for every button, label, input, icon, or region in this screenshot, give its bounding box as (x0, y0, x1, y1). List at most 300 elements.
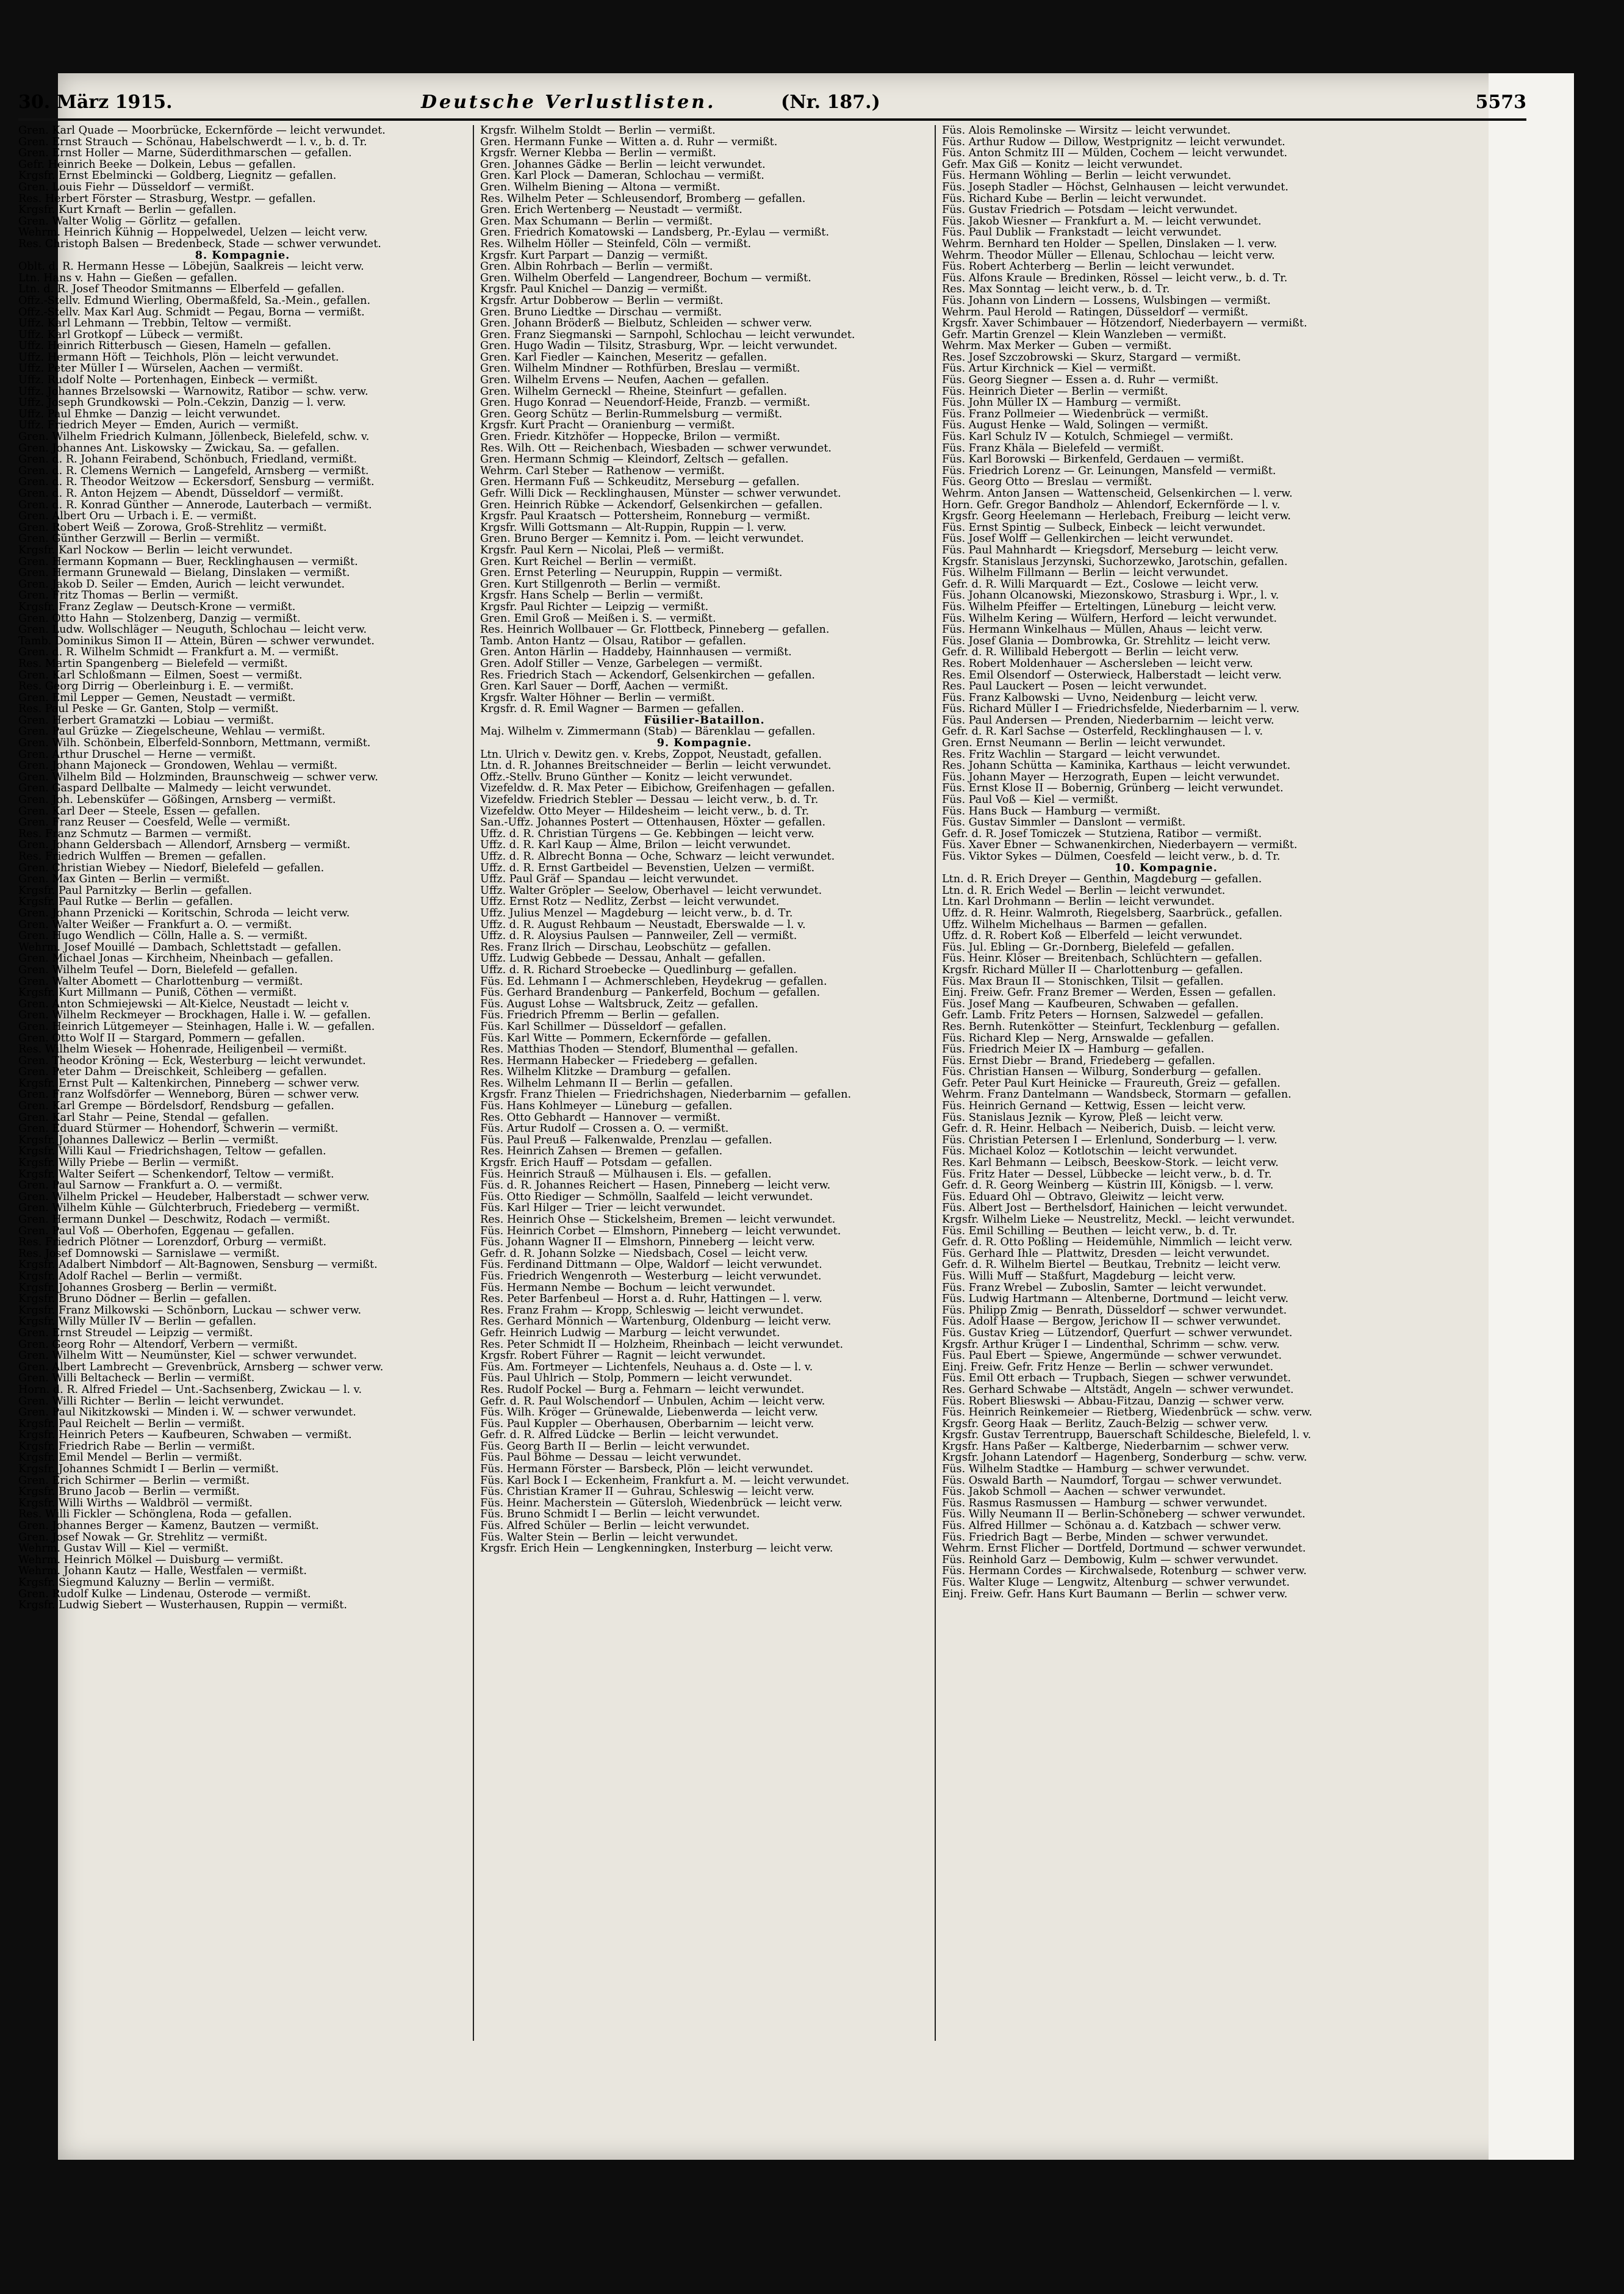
casualty-entry: Füs. Paul Böhme — Dessau — leicht verwundet. (480, 1451, 742, 1464)
casualty-entry: Füs. Artur Rudolf — Crossen a. O. — vermißt. (480, 1123, 729, 1135)
casualty-entry: Füs. Paul Dublik — Frankstadt — leicht verwundet. (942, 226, 1222, 239)
casualty-entry: Gren. Erich Schirmer — Berlin — vermißt. (18, 1474, 250, 1487)
casualty-entry: Ltn. d. R. Josef Theodor Smitmanns — Elberfeld — gefallen. (18, 283, 345, 296)
casualty-entry: Krgsfr. Gustav Terrentrupp, Bauerschaft Schildesche, Bielefeld, l. v. (942, 1429, 1312, 1442)
casualty-entry: Füs. Richard Klep — Nerg, Arnswalde — gefallen. (942, 1032, 1214, 1045)
casualty-entry: Ltn. d. R. Johannes Breitschneider — Berlin — leicht verwundet. (480, 760, 832, 772)
casualty-entry: Offz.-Stellv. Edmund Wierling, Obermaßfeld, Sa.-Mein., gefallen. (18, 294, 371, 307)
casualty-entry: Krgsfr. Kurt Krnaft — Berlin — gefallen. (18, 204, 237, 217)
casualty-entry: Gren. Theodor Kröning — Eck, Westerburg — leicht verwundet. (18, 1054, 366, 1067)
casualty-entry: Füs. Karl Borowski — Birkenfeld, Gerdauen — vermißt. (942, 453, 1245, 466)
casualty-entry: Wehrm. Ernst Flicher — Dortfeld, Dortmund — schwer verwundet. (942, 1542, 1306, 1555)
casualty-entry: Krgsfr. Arthur Krüger I — Lindenthal, Schrimm — schw. verw. (942, 1338, 1280, 1351)
casualty-entry: Gren. Arthur Druschel — Herne — vermißt. (18, 748, 256, 761)
casualty-entry: Gren. Walter Weißer — Frankfurt a. O. — vermißt. (18, 918, 292, 931)
casualty-entry: Krgsfr. Johannes Grosberg — Berlin — vermißt. (18, 1281, 277, 1294)
casualty-entry: Uffz. Johannes Brzelsowski — Warnowitz, Ratibor — schw. verw. (18, 385, 368, 398)
casualty-entry: Füs. Heinrich Gernand — Kettwig, Essen — leicht verw. (942, 1100, 1246, 1113)
casualty-entry: Füs. Johann Wagner II — Elmshorn, Pinneberg — leicht verw. (480, 1236, 815, 1249)
casualty-entry: Krgsfr. Wilhelm Lieke — Neustrelitz, Meckl. — leicht verwundet. (942, 1214, 1295, 1226)
casualty-entry: Füs. Emil Ott erbach — Trupbach, Siegen — schwer verwundet. (942, 1372, 1292, 1385)
casualty-entry: Wehrm. Carl Steber — Rathenow — vermißt. (480, 464, 725, 477)
casualty-entry: Füs. John Müller IX — Hamburg — vermißt. (942, 397, 1181, 409)
casualty-entry: Füs. Walter Stein — Berlin — leicht verwundet. (480, 1531, 738, 1544)
casualty-entry: Krgsfr. Werner Klebba — Berlin — vermißt. (480, 147, 716, 160)
casualty-entry: Wehrm. Paul Herold — Ratingen, Düsseldorf — vermißt. (942, 306, 1249, 318)
page-header (18, 92, 1526, 116)
casualty-entry: Füs. Ludwig Hartmann — Altenberne, Dortmund — leicht verw. (942, 1293, 1289, 1306)
casualty-entry: Uffz. Ludwig Gebbede — Dessau, Anhalt — gefallen. (480, 952, 766, 965)
casualty-entry: Füs. Jakob Schmoll — Aachen — schwer verwundet. (942, 1486, 1226, 1498)
casualty-entry: Gren. Erich Wertenberg — Neustadt — vermißt. (480, 204, 742, 217)
casualty-entry: Füs. Karl Witte — Pommern, Eckernförde — gefallen. (480, 1032, 771, 1045)
casualty-entry: Krgsfr. Willi Wirths — Waldbröl — vermißt. (18, 1497, 253, 1509)
casualty-entry: Gren. Wilhelm Kühle — Gülchterbruch, Friedeberg — vermißt. (18, 1202, 360, 1215)
casualty-entry: Füs. Oswald Barth — Naumdorf, Torgau — schwer verwundet. (942, 1474, 1282, 1487)
casualty-entry: Gren. Rudolf Kulke — Lindenau, Osterode — vermißt. (18, 1587, 311, 1600)
casualty-entry: Res. Herbert Förster — Strasburg, Westpr. — gefallen. (18, 192, 316, 205)
casualty-entry: Gren. Franz Reuser — Coesfeld, Welle — vermißt. (18, 816, 290, 829)
column-divider-2 (935, 125, 936, 2041)
casualty-entry: Krgsfr. Emil Mendel — Berlin — vermißt. (18, 1451, 242, 1464)
casualty-entry: Res. Fritz Wachlin — Stargard — leicht verwundet. (942, 748, 1221, 761)
casualty-entry: Krgsfr. Bruno Dödner — Berlin — gefallen. (18, 1293, 251, 1306)
casualty-entry: Gren. Peter Dahm — Dreischkeit, Schleiberg — gefallen. (18, 1066, 327, 1079)
casualty-entry: Gren. Wilhelm Bild — Holzminden, Braunschweig — schwer verw. (18, 771, 378, 783)
casualty-entry: Uffz. Hermann Höft — Teichhols, Plön — leicht verwundet. (18, 351, 339, 364)
casualty-entry: Füs. Willy Neumann II — Berlin-Schöneberg — schwer verwundet. (942, 1508, 1306, 1521)
casualty-entry: Gren. d. R. Clemens Wernich — Langefeld, Arnsberg — vermißt. (18, 464, 369, 477)
casualty-entry: Füs. Heinr. Macherstein — Gütersloh, Wiedenbrück — leicht verw. (480, 1497, 843, 1509)
casualty-entry: Einj. Freiw. Gefr. Hans Kurt Baumann — Berlin — schwer verw. (942, 1587, 1288, 1600)
casualty-entry: Füs. Robert Achterberg — Berlin — leicht verwundet. (942, 261, 1235, 273)
casualty-entry: Füs. Franz Kalbowski — Uvno, Neidenburg — leicht verw. (942, 691, 1258, 704)
text-column-1 (18, 125, 467, 2041)
casualty-entry: Gren. Paul Grüzke — Ziegelscheune, Wehlau — vermißt. (18, 725, 325, 738)
casualty-entry: Uffz. Paul Gräf — Spandau — leicht verwundet. (480, 873, 739, 886)
casualty-entry: Tamb. Anton Hantz — Olsau, Ratibor — gefallen. (480, 635, 747, 647)
casualty-entry: Gren. Walter Wolig — Görlitz — gefallen. (18, 215, 242, 228)
casualty-entry: Res. Martin Spangenberg — Bielefeld — vermißt. (18, 657, 288, 670)
casualty-entry: Krgsfr. Willi Kaul — Friedrichshagen, Teltow — gefallen. (18, 1145, 326, 1158)
casualty-entry: Krgsfr. Paul Parnitzky — Berlin — gefallen. (18, 884, 253, 897)
casualty-entry: Füs. Alfred Schüler — Berlin — leicht verwundet. (480, 1520, 750, 1533)
casualty-entry: Res. Hermann Habecker — Friedeberg — gefallen. (480, 1054, 758, 1067)
casualty-entry: Res. Franz Schmutz — Barmen — vermißt. (18, 827, 252, 840)
casualty-entry: Füs. Heinrich Dieter — Berlin — vermißt. (942, 385, 1168, 398)
casualty-entry: Gren. Max Schumann — Berlin — vermißt. (480, 215, 713, 228)
casualty-entry: Füs. Ed. Lehmann I — Achmerschleben, Heydekrug — gefallen. (480, 975, 827, 988)
casualty-entry: Füs. Alois Remolinske — Wirsitz — leicht verwundet. (942, 125, 1231, 137)
casualty-entry: Res. Josef Szczobrowski — Skurz, Stargard — vermißt. (942, 351, 1241, 364)
casualty-entry: Füs. Friedrich Pfremm — Berlin — gefallen. (480, 1009, 720, 1022)
casualty-entry: Krgsfr. Hans Schelp — Berlin — vermißt. (480, 589, 703, 602)
casualty-entry: Krgsfr. Kurt Millmann — Puniß, Cöthen — vermißt. (18, 987, 297, 999)
casualty-entry: Gren. Robert Weiß — Zorowa, Groß-Strehlitz — vermißt. (18, 521, 327, 534)
casualty-entry: Uffz. d. R. Robert Koß — Elberfeld — leicht verwundet. (942, 930, 1243, 943)
casualty-entry: Uffz. d. R. Ernst Gartbeidel — Bevenstien, Uelzen — vermißt. (480, 861, 815, 874)
casualty-entry: Wehrm. Johann Kautz — Halle, Westfalen — vermißt. (18, 1565, 307, 1578)
casualty-entry: Uffz. Joseph Grundkowski — Poln.-Cekzin, Danzig — l. verw. (18, 397, 347, 409)
casualty-entry: Füs. Walter Kluge — Lengwitz, Altenburg — schwer verwundet. (942, 1577, 1290, 1589)
casualty-entry: Ltn. Hans v. Hahn — Gießen — gefallen. (18, 271, 237, 284)
casualty-entry: Füs. Philipp Zmig — Benrath, Düsseldorf — schwer verwundet. (942, 1304, 1287, 1317)
casualty-entry: Krgsfr. Artur Dobberow — Berlin — vermißt. (480, 294, 724, 307)
casualty-entry: Füs. Heinr. Klöser — Breitenbach, Schlüchtern — gefallen. (942, 952, 1263, 965)
casualty-entry: Res. Willi Fickler — Schönglena, Roda — gefallen. (18, 1508, 292, 1521)
casualty-entry: Res. Peter Schmidt II — Holzheim, Rheinbach — leicht verwundet. (480, 1338, 844, 1351)
casualty-entry: Füs. Gustav Friedrich — Potsdam — leicht verwundet. (942, 204, 1238, 217)
casualty-entry: Gren. Wilhelm Prickel — Heudeber, Halberstadt — schwer verw. (18, 1190, 370, 1203)
casualty-entry: Gren. Hermann Fuß — Schkeuditz, Merseburg — gefallen. (480, 476, 800, 489)
casualty-entry: Füs. Alfons Kraule — Bredinken, Rössel — leicht verw., b. d. Tr. (942, 271, 1288, 284)
casualty-entry: Res. Heinrich Zahsen — Bremen — gefallen. (480, 1145, 723, 1158)
casualty-entry: Gren. Ernst Peterling — Neuruppin, Ruppin — vermißt. (480, 567, 783, 580)
casualty-entry: Füs. Hermann Nembe — Bochum — leicht verwundet. (480, 1281, 776, 1294)
casualty-entry: Krgsfr. Johannes Dallewicz — Berlin — vermißt. (18, 1134, 279, 1146)
casualty-entry: Gren. Louis Fiehr — Düsseldorf — vermißt. (18, 181, 254, 193)
casualty-entry: Gren. Wilhelm Witt — Neumünster, Kiel — schwer verwundet. (18, 1350, 357, 1362)
casualty-entry: Füs. Gerhard Ihle — Plattwitz, Dresden — leicht verwundet. (942, 1247, 1270, 1260)
section-heading: 8. Kompagnie. (195, 248, 290, 262)
casualty-entry: Gren. d. R. Konrad Günther — Annerode, Lauterbach — vermißt. (18, 498, 372, 511)
casualty-entry: Krgsfr. Ludwig Siebert — Wusterhausen, Ruppin — vermißt. (18, 1599, 347, 1612)
casualty-entry: Füs. d. R. Johannes Reichert — Hasen, Pinneberg — leicht verw. (480, 1179, 831, 1192)
casualty-entry: Res. Franz Ilrich — Dirschau, Leobschütz — gefallen. (480, 941, 771, 954)
casualty-entry: Füs. Hans Kohlmeyer — Lüneburg — gefallen. (480, 1100, 733, 1113)
casualty-entry: Füs. Reinhold Garz — Dembowig, Kulm — schwer verwundet. (942, 1553, 1279, 1566)
casualty-entry: Vizefeldw. Friedrich Stebler — Dessau — leicht verw., b. d. Tr. (480, 794, 819, 807)
casualty-entry: Offz.-Stellv. Max Karl Aug. Schmidt — Pegau, Borna — vermißt. (18, 306, 365, 318)
casualty-entry: Uffz. d. R. Christian Türgens — Ge. Kebbingen — leicht verw. (480, 827, 814, 840)
casualty-entry: Krgsfr. Ernst Pult — Kaltenkirchen, Pinneberg — schwer verw. (18, 1077, 360, 1090)
casualty-entry: Füs. Ernst Klose II — Bobernig, Grünberg — leicht verwundet. (942, 782, 1284, 795)
casualty-entry: Gren. Johannes Ant. Liskowsky — Zwickau, Sa. — gefallen. (18, 442, 340, 455)
casualty-entry: Gefr. d. R. Willi Marquardt — Ezt., Coslowe — leicht verw. (942, 578, 1259, 591)
casualty-entry: Füs. Hermann Wöhling — Berlin — leicht verwundet. (942, 170, 1232, 182)
casualty-entry: Wehrm. Gustav Will — Kiel — vermißt. (18, 1542, 229, 1555)
casualty-entry: Gefr. d. R. Josef Tomiczek — Stutziena, Ratibor — vermißt. (942, 827, 1262, 840)
casualty-entry: Gren. Karl Stahr — Peine, Stendal — gefallen. (18, 1111, 270, 1124)
casualty-entry: Krgsfr. Robert Führer — Ragnit — leicht verwundet. (480, 1350, 766, 1362)
casualty-entry: Gefr. d. R. Heinr. Helbach — Neiberich, Duisb. — leicht verw. (942, 1123, 1276, 1135)
casualty-entry: Gefr. d. R. Karl Sachse — Osterfeld, Recklinghausen — l. v. (942, 725, 1263, 738)
casualty-entry: Gren. Ernst Neumann — Berlin — leicht verwundet. (942, 737, 1226, 750)
casualty-entry: Res. Wilh. Ott — Reichenbach, Wiesbaden — schwer verwundet. (480, 442, 832, 455)
casualty-entry: Füs. Wilhelm Pfeiffer — Erteltingen, Lüneburg — leicht verw. (942, 600, 1277, 613)
casualty-entry: Füs. Georg Otto — Breslau — vermißt. (942, 476, 1152, 489)
casualty-entry: Gren. Hermann Schmig — Kleindorf, Zeltsch — gefallen. (480, 453, 789, 466)
casualty-entry: Uffz. Rudolf Nolte — Portenhagen, Einbeck — vermißt. (18, 374, 318, 387)
casualty-entry: Res. Wilhelm Wiesek — Hohenrade, Heiligenbeil — vermißt. (18, 1043, 347, 1056)
casualty-entry: Gren. Emil Groß — Meißen i. S. — vermißt. (480, 612, 716, 625)
casualty-entry: Gren. Joh. Lebensküfer — Gößingen, Arnsberg — vermißt. (18, 794, 336, 807)
casualty-entry: Uffz. Friedrich Meyer — Emden, Aurich — vermißt. (18, 419, 299, 432)
casualty-entry: Krgsfr. Walter Höhner — Berlin — vermißt. (480, 691, 715, 704)
casualty-entry: Uffz. Heinrich Ritterbusch — Giesen, Hameln — gefallen. (18, 340, 331, 353)
casualty-entry: Gren. Otto Hahn — Stolzenberg, Danzig — vermißt. (18, 612, 301, 625)
casualty-entry: Ltn. d. R. Erich Dreyer — Genthin, Magdeburg — gefallen. (942, 873, 1262, 886)
header-page-number: 5573 (1475, 92, 1526, 113)
casualty-entry: Gren. Gaspard Dellbalte — Malmedy — leicht verwundet. (18, 782, 331, 795)
casualty-entry: Krgsfr. Willy Müller IV — Berlin — gefallen. (18, 1315, 257, 1328)
casualty-entry: Krgsfr. Georg Heelemann — Herlebach, Freiburg — leicht verw. (942, 510, 1292, 523)
casualty-entry: Gren. d. R. Theodor Weitzow — Eckersdorf, Sensburg — vermißt. (18, 476, 375, 489)
casualty-entry: Gren. Michael Jonas — Kirchheim, Nheinbach — gefallen. (18, 952, 334, 965)
casualty-entry: Füs. Josef Glania — Dombrowka, Gr. Strehlitz — leicht verw. (942, 635, 1271, 647)
casualty-entry: Gren. Johann Przenicki — Koritschin, Schroda — leicht verw. (18, 907, 350, 919)
casualty-entry: Füs. Franz Khäla — Bielefeld — vermißt. (942, 442, 1164, 455)
casualty-entry: Res. Heinrich Wollbauer — Gr. Flottbeck, Pinneberg — gefallen. (480, 624, 830, 636)
casualty-entry: Gren. Ernst Streudel — Leipzig — vermißt. (18, 1326, 253, 1339)
casualty-entry: Gren. Josef Nowak — Gr. Strehlitz — vermißt. (18, 1531, 268, 1544)
casualty-entry: Krgsfr. Franz Thielen — Friedrichshagen, Niederbarnim — gefallen. (480, 1088, 852, 1101)
casualty-entry: Füs. Arthur Rudow — Dillow, Westprignitz — leicht verwundet. (942, 135, 1285, 148)
casualty-entry: Füs. Franz Pollmeier — Wiedenbrück — vermißt. (942, 408, 1209, 420)
casualty-entry: Füs. Richard Müller I — Friedrichsfelde, Niederbarnim — l. verw. (942, 703, 1300, 716)
casualty-entry: Uffz. Paul Ehmke — Danzig — leicht verwundet. (18, 408, 281, 420)
casualty-entry: Gren. Bruno Berger — Kemnitz i. Pom. — leicht verwundet. (480, 533, 804, 545)
casualty-entry: Uffz. Karl Grotkopf — Lübeck — vermißt. (18, 328, 243, 341)
casualty-entry: Gefr. d. R. Otto Poßling — Heidemühle, Nimmlich — leicht verw. (942, 1236, 1293, 1249)
casualty-entry: Uffz. d. R. Albrecht Bonna — Oche, Schwarz — leicht verwundet. (480, 850, 835, 863)
casualty-entry: Füs. Johann Olcanowski, Miezonskowo, Strasburg i. Wpr., l. v. (942, 589, 1279, 602)
casualty-entry: Füs. Adolf Haase — Bergow, Jerichow II — schwer verwundet. (942, 1315, 1281, 1328)
casualty-entry: Gren. Herbert Gramatzki — Lobiau — vermißt. (18, 714, 275, 727)
casualty-entry: Res. Gerhard Schwabe — Altstädt, Angeln — schwer verwundet. (942, 1383, 1294, 1396)
section-heading: Füsilier-Bataillon. (644, 713, 765, 727)
casualty-entry: Horn. d. R. Alfred Friedel — Unt.-Sachsenberg, Zwickau — l. v. (18, 1383, 362, 1396)
casualty-entry: Gren. Jakob D. Seiler — Emden, Aurich — leicht verwundet. (18, 578, 345, 591)
casualty-entry: Füs. Albert Jost — Berthelsdorf, Hainichen — leicht verwundet. (942, 1202, 1288, 1215)
casualty-entry: Füs. Anton Schmitz III — Mülden, Cochem — leicht verwundet. (942, 147, 1288, 160)
casualty-entry: Res. Friedrich Plötner — Lorenzdorf, Orburg — vermißt. (18, 1236, 327, 1249)
casualty-entry: Gren. Friedr. Kitzhöfer — Hoppecke, Brilon — vermißt. (480, 431, 780, 444)
casualty-entry: Tamb. Dominikus Simon II — Attein, Büren — schwer verwundet. (18, 635, 375, 647)
casualty-entry: Uffz. d. R. Karl Kaup — Alme, Brilon — leicht verwundet. (480, 839, 791, 852)
casualty-entry: Gren. Georg Schütz — Berlin-Rummelsburg — vermißt. (480, 408, 783, 420)
casualty-entry: Horn. Gefr. Gregor Bandholz — Ahlendorf, Eckernförde — l. v. (942, 498, 1281, 511)
casualty-entry: Gefr. d. R. Wilhelm Biertel — Beutkau, Trebnitz — leicht verw. (942, 1259, 1281, 1271)
casualty-entry: Gren. Günther Gerzwill — Berlin — vermißt. (18, 533, 260, 545)
casualty-entry: Gren. Franz Wolfsdörfer — Wenneborg, Büren — schwer verw. (18, 1088, 359, 1101)
casualty-entry: Füs. Willi Muff — Staßfurt, Magdeburg — leicht verw. (942, 1270, 1236, 1282)
casualty-entry: Füs. Jul. Ebling — Gr.-Dornberg, Bielefeld — gefallen. (942, 941, 1235, 954)
casualty-entry: Gren. Wilhelm Gerneckl — Rheine, Steinfurt — gefallen. (480, 385, 788, 398)
casualty-entry: Krgsfr. Johann Latendorf — Hagenberg, Sonderburg — schw. verw. (942, 1451, 1307, 1464)
casualty-entry: Füs. Wilh. Kröger — Grünewalde, Liebenwerda — leicht verw. (480, 1406, 818, 1419)
casualty-entry: Füs. Richard Kube — Berlin — leicht verwundet. (942, 192, 1207, 205)
casualty-entry: Füs. Gustav Simmler — Danslont — vermißt. (942, 816, 1186, 829)
casualty-entry: Füs. August Henke — Wald, Solingen — vermißt. (942, 419, 1209, 432)
casualty-entry: Uffz. Karl Lehmann — Trebbin, Teltow — vermißt. (18, 317, 292, 330)
casualty-entry: Krgsfr. Paul Knichel — Danzig — vermißt. (480, 283, 708, 296)
casualty-entry: Krgsfr. Erich Hauff — Potsdam — gefallen. (480, 1157, 713, 1170)
casualty-entry: Gren. Fritz Thomas — Berlin — vermißt. (18, 589, 239, 602)
casualty-entry: Füs. Christian Kramer II — Guhrau, Schleswig — leicht verw. (480, 1486, 814, 1498)
casualty-entry: Res. Emil Olsendorf — Osterwieck, Halberstadt — leicht verw. (942, 669, 1282, 681)
casualty-entry: Krgsfr. Paul Reichelt — Berlin — vermißt. (18, 1417, 245, 1430)
casualty-entry: Füs. Am. Fortmeyer — Lichtenfels, Neuhaus a. d. Oste — l. v. (480, 1361, 813, 1373)
casualty-entry: Krgsfr. Franz Zeglaw — Deutsch-Krone — vermißt. (18, 600, 296, 613)
casualty-entry: Oblt. d. R. Hermann Hesse — Löbejün, Saalkreis — leicht verw. (18, 261, 364, 273)
casualty-entry: Füs. Heinrich Corbet — Elmshorn, Pinneberg — leicht verwundet. (480, 1224, 841, 1237)
casualty-entry: Res. Peter Barfenbeul — Horst a. d. Ruhr, Hattingen — l. verw. (480, 1293, 822, 1306)
casualty-entry: Füs. Fritz Hater — Dessel, Lübbecke — leicht verw., b. d. Tr. (942, 1168, 1272, 1181)
casualty-entry: Gefr. Lamb. Fritz Peters — Hornsen, Salzwedel — gefallen. (942, 1009, 1264, 1022)
text-column-3 (942, 125, 1390, 2041)
casualty-entry: Füs. Karl Hilger — Trier — leicht verwundet. (480, 1202, 726, 1215)
casualty-entry: Füs. Wilhelm Kering — Wülfern, Herford — leicht verwundet. (942, 612, 1277, 625)
casualty-entry: Gren. d. R. Anton Hejzem — Abendt, Düsseldorf — vermißt. (18, 487, 344, 500)
casualty-entry: Füs. Joseph Stadler — Höchst, Gelnhausen — leicht verwundet. (942, 181, 1288, 193)
casualty-entry: Res. Paul Peske — Gr. Ganten, Stolp — vermißt. (18, 703, 279, 716)
casualty-entry: Füs. Paul Andersen — Prenden, Niederbarnim — leicht verw. (942, 714, 1274, 727)
casualty-entry: Gren. Johann Majoneck — Grondowen, Wehlau — vermißt. (18, 760, 338, 772)
casualty-entry: Krgsfr. Georg Haak — Berlitz, Zauch-Belzig — schwer verw. (942, 1417, 1268, 1430)
casualty-entry: Gren. Hermann Kopmann — Buer, Recklinghausen — vermißt. (18, 555, 358, 568)
casualty-entry: Füs. Paul Uhlrich — Stolp, Pommern — leicht verwundet. (480, 1372, 792, 1385)
casualty-entry: Krgsfr. Siegmund Kaluzny — Berlin — vermißt. (18, 1577, 275, 1589)
casualty-entry: Gefr. d. R. Alfred Lüdcke — Berlin — leicht verwundet. (480, 1429, 779, 1442)
casualty-entry: Res. Christoph Balsen — Bredenbeck, Stade — schwer verwundet. (18, 237, 381, 250)
casualty-entry: Gefr. d. R. Willibald Hebergott — Berlin — leicht verw. (942, 646, 1239, 659)
casualty-entry: Füs. Christian Hansen — Wilburg, Sonderburg — gefallen. (942, 1066, 1262, 1079)
casualty-entry: Krgsfr. Paul Richter — Leipzig — vermißt. (480, 600, 709, 613)
casualty-entry: Res. Matthias Thoden — Stendorf, Blumenthal — gefallen. (480, 1043, 799, 1056)
casualty-entry: Gren. Anton Härlin — Haddeby, Hainnhausen — vermißt. (480, 646, 792, 659)
casualty-entry: Krgsfr. Kurt Parpart — Danzig — vermißt. (480, 249, 708, 262)
casualty-entry: Gren. Emil Lepper — Gemen, Neustadt — vermißt. (18, 691, 296, 704)
casualty-entry: Füs. Hans Buck — Hamburg — vermißt. (942, 805, 1161, 818)
casualty-entry: San.-Uffz. Johannes Postert — Ottenhausen, Höxter — gefallen. (480, 816, 826, 829)
casualty-entry: Füs. Karl Schulz IV — Kotulch, Schmiegel — vermißt. (942, 431, 1234, 444)
casualty-entry: Gren. Wilhelm Reckmeyer — Brockhagen, Halle i. W. — gefallen. (18, 1009, 371, 1022)
casualty-entry: Krgsfr. Franz Milkowski — Schönborn, Luckau — schwer verw. (18, 1304, 362, 1317)
casualty-entry: Res. Friedrich Wulffen — Bremen — gefallen. (18, 850, 267, 863)
casualty-entry: Füs. Franz Wrebel — Zuboslin, Samter — leicht verwundet. (942, 1281, 1267, 1294)
casualty-entry: Gren. Paul Sarnow — Frankfurt a. O. — vermißt. (18, 1179, 283, 1192)
casualty-entry: Füs. Friedrich Wengenroth — Westerburg — leicht verwundet. (480, 1270, 822, 1282)
casualty-entry: Füs. Ferdinand Dittmann — Olpe, Waldorf — leicht verwundet. (480, 1259, 822, 1271)
casualty-entry: Uffz. Ernst Rotz — Nedlitz, Zerbst — leicht verwundet. (480, 896, 780, 908)
casualty-entry: Res. Johann Schütta — Kaminika, Karthaus — leicht verwundet. (942, 760, 1291, 772)
casualty-entry: Krgsfr. Adalbert Nimbdorf — Alt-Bagnowen, Sensburg — vermißt. (18, 1259, 378, 1271)
casualty-entry: Gren. Kurt Stillgenroth — Berlin — vermißt. (480, 578, 721, 591)
casualty-entry: Gren. Wilh. Schönbein, Elberfeld-Sonnborn, Mettmann, vermißt. (18, 737, 371, 750)
casualty-entry: Füs. Hermann Cordes — Kirchwalsede, Rotenburg — schwer verw. (942, 1565, 1307, 1578)
casualty-entry: Gren. Johannes Berger — Kamenz, Bautzen — vermißt. (18, 1520, 319, 1533)
casualty-entry: Krgsfr. Willi Gottsmann — Alt-Ruppin, Ruppin — l. verw. (480, 521, 786, 534)
casualty-entry: Wehrm. Theodor Müller — Ellenau, Schlochau — leicht verw. (942, 249, 1275, 262)
casualty-entry: Gren. Wilhelm Mindner — Rothfürben, Breslau — vermißt. (480, 362, 800, 375)
casualty-entry: Gren. Paul Voß — Oberhofen, Eggenau — gefallen. (18, 1224, 295, 1237)
casualty-entry: Wehrm. Max Merker — Guben — vermißt. (942, 340, 1172, 353)
casualty-entry: Wehrm. Bernhard ten Holder — Spellen, Dinslaken — l. verw. (942, 237, 1277, 250)
casualty-entry: Gren. Wilhelm Ervens — Neufen, Aachen — gefallen. (480, 374, 769, 387)
casualty-entry: Krgsfr. Friedrich Rabe — Berlin — vermißt. (18, 1440, 255, 1453)
casualty-entry: Gren. Walter Abomett — Charlottenburg — vermißt. (18, 975, 303, 988)
casualty-entry: Res. Karl Behmann — Leibsch, Beeskow-Stork. — leicht verw. (942, 1157, 1279, 1170)
casualty-entry: Füs. Max Braun II — Stonischken, Tilsit — gefallen. (942, 975, 1224, 988)
casualty-entry: Res. Georg Dirrig — Oberleinburg i. E. — vermißt. (18, 680, 294, 693)
casualty-entry: Füs. Viktor Sykes — Dülmen, Coesfeld — leicht verw., b. d. Tr. (942, 850, 1281, 863)
casualty-entry: Füs. Georg Siegner — Essen a. d. Ruhr — vermißt. (942, 374, 1219, 387)
casualty-entry: Uffz. Wilhelm Michelhaus — Barmen — gefallen. (942, 918, 1207, 931)
casualty-entry: Ltn. Ulrich v. Dewitz gen. v. Krebs, Zoppot, Neustadt, gefallen. (480, 748, 822, 761)
casualty-entry: Füs. Karl Schillmer — Düsseldorf — gefallen. (480, 1020, 727, 1033)
casualty-entry: Gren. Ernst Strauch — Schönau, Habelschwerdt — l. v., b. d. Tr. (18, 135, 367, 148)
casualty-entry: Gren. Eduard Stürmer — Hohendorf, Schwerin — vermißt. (18, 1123, 339, 1135)
casualty-entry: Krgsfr. Paul Rutke — Berlin — gefallen. (18, 896, 233, 908)
casualty-entry: Res. Robert Moldenhauer — Aschersleben — leicht verw. (942, 657, 1253, 670)
casualty-entry: Gren. Otto Wolf II — Stargard, Pommern — gefallen. (18, 1032, 305, 1045)
casualty-entry: Wehrm. Heinrich Kühnig — Hoppelwedel, Uelzen — leicht verw. (18, 226, 368, 239)
casualty-entry: Füs. Josef Wolff — Gellenkirchen — leicht verwundet. (942, 533, 1234, 545)
column-divider-1 (473, 125, 474, 2041)
header-title: Deutsche Verlustlisten. (421, 92, 716, 113)
casualty-entry: Gren. Ludw. Wollschläger — Neuguth, Schlochau — leicht verw. (18, 624, 367, 636)
casualty-entry: Füs. Otto Riediger — Schmölln, Saalfeld — leicht verwundet. (480, 1190, 813, 1203)
casualty-entry: Gren. Wilhelm Biening — Altona — vermißt. (480, 181, 720, 193)
casualty-entry: Krgsfr. Adolf Rachel — Berlin — vermißt. (18, 1270, 243, 1282)
casualty-entry: Krgsfr. Erich Hein — Lengkenningken, Insterburg — leicht verw. (480, 1542, 833, 1555)
casualty-entry: Ltn. Karl Drohmann — Berlin — leicht verwundet. (942, 896, 1215, 908)
casualty-entry: Uffz. d. R. Heinr. Walmroth, Riegelsberg, Saarbrück., gefallen. (942, 907, 1283, 919)
casualty-entry: Gren. Albert Oru — Urbach i. E. — vermißt. (18, 510, 257, 523)
casualty-entry: Gefr. Heinrich Beeke — Dolkein, Lebus — gefallen. (18, 158, 296, 171)
casualty-entry: Füs. Paul Ebert — Spiewe, Angermünde — schwer verwundet. (942, 1350, 1282, 1362)
casualty-entry: Wehrm. Heinrich Mölkel — Duisburg — vermißt. (18, 1553, 284, 1566)
casualty-entry: Füs. Friedrich Lorenz — Gr. Leinungen, Mansfeld — vermißt. (942, 464, 1276, 477)
casualty-entry: Uffz. Walter Gröpler — Seelow, Oberhavel — leicht verwundet. (480, 884, 822, 897)
casualty-entry: Res. Josef Domnowski — Sarnislawe — vermißt. (18, 1247, 280, 1260)
casualty-entry: Gren. Wilhelm Oberfeld — Langendreer, Bochum — vermißt. (480, 271, 811, 284)
casualty-entry: Gren. d. R. Johann Feirabend, Schönbuch, Friedland, vermißt. (18, 453, 357, 466)
casualty-entry: Füs. Paul Kuppler — Oberhausen, Oberbarnim — leicht verw. (480, 1417, 814, 1430)
casualty-entry: Uffz. Peter Müller I — Würselen, Aachen — vermißt. (18, 362, 303, 375)
casualty-entry: Res. Wilhelm Lehmann II — Berlin — gefallen. (480, 1077, 733, 1090)
header-rule (18, 118, 1526, 121)
casualty-entry: Krgsfr. Kurt Pracht — Oranienburg — vermißt. (480, 419, 735, 432)
casualty-entry: Gefr. Heinrich Ludwig — Marburg — leicht verwundet. (480, 1326, 780, 1339)
casualty-entry: Füs. Friedrich Bagt — Berbe, Minden — schwer verwundet. (942, 1531, 1268, 1544)
casualty-entry: Krgsfr. Heinrich Peters — Kaufbeuren, Schwaben — vermißt. (18, 1429, 352, 1442)
casualty-entry: Gren. Friedrich Komatowski — Landsberg, Pr.-Eylau — vermißt. (480, 226, 830, 239)
casualty-entry: Gren. Hugo Wendlich — Cölln, Halle a. S. — vermißt. (18, 930, 308, 943)
casualty-entry: Vizefeldw. d. R. Max Peter — Eibichow, Greifenhagen — gefallen. (480, 782, 835, 795)
casualty-entry: Gren. Karl Grempe — Bördelsdorf, Rendsburg — gefallen. (18, 1100, 334, 1113)
casualty-entry: Füs. Georg Barth II — Berlin — leicht verwundet. (480, 1440, 750, 1453)
casualty-entry: Füs. Alfred Hillmer — Schönau a. d. Katzbach — schwer verw. (942, 1520, 1282, 1533)
casualty-entry: Gren. Willi Beltacheck — Berlin — vermißt. (18, 1372, 255, 1385)
casualty-entry: Gren. Karl Plock — Dameran, Schlochau — vermißt. (480, 170, 764, 182)
casualty-entry: Füs. Hermann Förster — Barsbeck, Plön — leicht verwundet. (480, 1463, 814, 1476)
casualty-entry: Gren. Karl Fiedler — Kainchen, Meseritz — gefallen. (480, 351, 767, 364)
casualty-entry: Gren. Franz Siegmanski — Sarnpohl, Schlochau — leicht verwundet. (480, 328, 855, 341)
casualty-entry: Gren. Adolf Stiller — Venze, Garbelegen — vermißt. (480, 657, 763, 670)
casualty-entry: Gren. Karl Schloßmann — Eilmen, Soest — vermißt. (18, 669, 303, 681)
casualty-entry: Einj. Freiw. Gefr. Fritz Henze — Berlin — schwer verwundet. (942, 1361, 1274, 1373)
casualty-entry: Füs. Stanislaus Jeznik — Kyrow, Pleß — leicht verw. (942, 1111, 1223, 1124)
casualty-entry: Krgsfr. d. R. Emil Wagner — Barmen — gefallen. (480, 703, 744, 716)
casualty-entry: Füs. Wilhelm Stadtke — Hamburg — schwer verwundet. (942, 1463, 1250, 1476)
casualty-entry: Füs. Jakob Wiesner — Frankfurt a. M. — leicht verwundet. (942, 215, 1262, 228)
casualty-entry: Füs. Bruno Schmidt I — Berlin — leicht verwundet. (480, 1508, 760, 1521)
casualty-entry: Gren. Willi Richter — Berlin — leicht verwundet. (18, 1395, 284, 1408)
casualty-entry: Res. Wilhelm Klitzke — Dramburg — gefallen. (480, 1066, 731, 1079)
casualty-entry: Uffz. d. R. August Rehbaum — Neustadt, Eberswalde — l. v. (480, 918, 806, 931)
